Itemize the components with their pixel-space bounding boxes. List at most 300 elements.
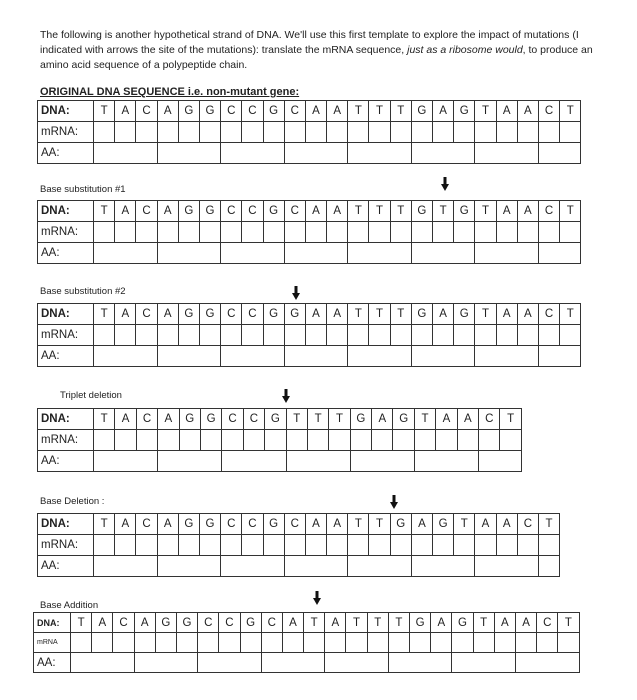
amino-acid-answer-cell[interactable] — [411, 143, 475, 164]
mrna-answer-cell[interactable] — [113, 633, 134, 653]
mrna-answer-cell[interactable] — [346, 633, 367, 653]
mrna-answer-cell[interactable] — [475, 535, 496, 556]
instructions-part-2: , to produce an amino acid sequence of a polypeptide chain. — [40, 44, 593, 71]
mrna-answer-cell[interactable] — [433, 325, 454, 346]
dna-base-cell: G — [199, 304, 220, 325]
dna-base-cell: A — [411, 514, 432, 535]
mrna-answer-cell[interactable] — [94, 325, 115, 346]
dna-base-cell: A — [157, 304, 178, 325]
mrna-answer-cell[interactable] — [411, 122, 432, 143]
dna-row — [38, 201, 581, 222]
dna-base-cell: C — [242, 514, 263, 535]
mrna-answer-cell[interactable] — [221, 222, 242, 243]
mrna-answer-cell[interactable] — [454, 325, 475, 346]
amino-acid-answer-cell[interactable] — [157, 556, 221, 577]
amino-acid-answer-cell[interactable] — [221, 346, 285, 367]
amino-acid-answer-cell[interactable] — [475, 556, 539, 577]
mrna-answer-cell[interactable] — [157, 325, 178, 346]
mrna-answer-cell[interactable] — [390, 222, 411, 243]
dna-base-cell: G — [263, 201, 284, 222]
mrna-answer-cell[interactable] — [475, 122, 496, 143]
dna-base-cell: A — [157, 514, 178, 535]
dna-row — [34, 613, 580, 633]
mrna-answer-cell[interactable] — [94, 535, 115, 556]
amino-acid-answer-cell[interactable] — [198, 653, 262, 673]
mrna-answer-cell[interactable] — [155, 633, 176, 653]
aa-row — [38, 243, 581, 264]
mrna-answer-cell[interactable] — [517, 325, 538, 346]
mrna-answer-cell[interactable] — [284, 222, 305, 243]
dna-row — [38, 514, 560, 535]
mrna-row — [38, 122, 581, 143]
mrna-answer-cell[interactable] — [325, 633, 346, 653]
dna-base-cell: T — [390, 304, 411, 325]
dna-row — [38, 101, 581, 122]
mrna-answer-cell[interactable] — [305, 325, 326, 346]
dna-base-cell: T — [346, 613, 367, 633]
mrna-answer-cell[interactable] — [92, 633, 113, 653]
mrna-answer-cell[interactable] — [305, 222, 326, 243]
dna-base-cell: A — [305, 201, 326, 222]
dna-base-cell: G — [411, 201, 432, 222]
mrna-answer-cell[interactable] — [494, 633, 515, 653]
mrna-answer-cell[interactable] — [372, 430, 393, 451]
mrna-answer-cell[interactable] — [560, 222, 581, 243]
mrna-answer-cell[interactable] — [537, 633, 558, 653]
mrna-answer-cell[interactable] — [94, 430, 115, 451]
dna-base-cell: T — [94, 101, 115, 122]
dna-base-cell: A — [157, 201, 178, 222]
mrna-row-label: mRNA — [34, 633, 71, 653]
dna-base-cell: G — [263, 101, 284, 122]
mrna-answer-cell[interactable] — [517, 535, 538, 556]
amino-acid-answer-cell[interactable] — [94, 243, 158, 264]
dna-base-cell: A — [327, 101, 348, 122]
mrna-answer-cell[interactable] — [388, 633, 409, 653]
dna-base-cell: C — [517, 514, 538, 535]
dna-base-cell: C — [113, 613, 134, 633]
mrna-answer-cell[interactable] — [242, 535, 263, 556]
mrna-answer-cell[interactable] — [473, 633, 494, 653]
mrna-answer-cell[interactable] — [221, 535, 242, 556]
mrna-answer-cell[interactable] — [263, 535, 284, 556]
dna-base-cell: T — [475, 201, 496, 222]
mrna-answer-cell[interactable] — [500, 430, 521, 451]
mrna-answer-cell[interactable] — [242, 222, 263, 243]
dna-base-cell: A — [92, 613, 113, 633]
mrna-answer-cell[interactable] — [560, 122, 581, 143]
amino-acid-answer-cell[interactable] — [94, 451, 158, 472]
mrna-answer-cell[interactable] — [157, 535, 178, 556]
amino-acid-answer-cell[interactable] — [538, 556, 559, 577]
mrna-answer-cell[interactable] — [436, 430, 457, 451]
dna-row-label: DNA: — [38, 201, 94, 222]
mrna-answer-cell[interactable] — [369, 222, 390, 243]
dna-base-cell: C — [221, 304, 242, 325]
mutation-arrow-icon — [441, 177, 449, 191]
instructions-italic: just as a ribosome would — [407, 44, 523, 56]
mrna-answer-cell[interactable] — [305, 535, 326, 556]
mrna-answer-cell[interactable] — [136, 430, 157, 451]
mrna-answer-cell[interactable] — [538, 122, 559, 143]
amino-acid-answer-cell[interactable] — [325, 653, 389, 673]
amino-acid-answer-cell[interactable] — [452, 653, 516, 673]
mrna-answer-cell[interactable] — [284, 122, 305, 143]
dna-base-cell: A — [496, 304, 517, 325]
base-addition-title: Base Addition — [40, 600, 99, 611]
amino-acid-answer-cell[interactable] — [286, 451, 350, 472]
mrna-answer-cell[interactable] — [178, 222, 199, 243]
aa-row — [38, 346, 581, 367]
dna-base-cell: G — [454, 101, 475, 122]
dna-base-cell: T — [390, 101, 411, 122]
base-addition-table — [33, 612, 580, 673]
mrna-answer-cell[interactable] — [454, 122, 475, 143]
dna-base-cell: A — [433, 101, 454, 122]
dna-base-cell: A — [517, 304, 538, 325]
dna-base-cell: G — [179, 409, 200, 430]
dna-base-cell: T — [307, 409, 328, 430]
dna-base-cell: T — [558, 613, 579, 633]
mrna-answer-cell[interactable] — [199, 325, 220, 346]
dna-base-cell: T — [475, 304, 496, 325]
mrna-answer-cell[interactable] — [265, 430, 286, 451]
dna-base-cell: G — [265, 409, 286, 430]
aa-row-label: AA: — [38, 451, 94, 472]
mrna-answer-cell[interactable] — [517, 122, 538, 143]
mrna-row — [34, 633, 580, 653]
dna-base-cell: T — [414, 409, 435, 430]
mrna-answer-cell[interactable] — [433, 122, 454, 143]
mrna-answer-cell[interactable] — [286, 430, 307, 451]
amino-acid-answer-cell[interactable] — [475, 243, 539, 264]
dna-base-cell: A — [305, 101, 326, 122]
dna-base-cell: G — [178, 201, 199, 222]
dna-base-cell: G — [199, 101, 220, 122]
mrna-answer-cell[interactable] — [115, 122, 136, 143]
mrna-row — [38, 535, 560, 556]
mrna-answer-cell[interactable] — [496, 325, 517, 346]
amino-acid-answer-cell[interactable] — [284, 556, 348, 577]
dna-base-cell: G — [155, 613, 176, 633]
mrna-answer-cell[interactable] — [94, 122, 115, 143]
mrna-answer-cell[interactable] — [136, 122, 157, 143]
base-deletion-title: Base Deletion : — [40, 496, 105, 507]
amino-acid-answer-cell[interactable] — [348, 143, 412, 164]
dna-base-cell: A — [327, 514, 348, 535]
dna-base-cell: T — [94, 304, 115, 325]
mrna-answer-cell[interactable] — [136, 222, 157, 243]
mrna-answer-cell[interactable] — [475, 222, 496, 243]
amino-acid-answer-cell[interactable] — [515, 653, 579, 673]
mrna-answer-cell[interactable] — [390, 325, 411, 346]
amino-acid-answer-cell[interactable] — [411, 556, 475, 577]
dna-base-cell: C — [284, 514, 305, 535]
amino-acid-answer-cell[interactable] — [350, 451, 414, 472]
dna-base-cell: C — [479, 409, 500, 430]
mrna-answer-cell[interactable] — [305, 122, 326, 143]
amino-acid-answer-cell[interactable] — [158, 451, 222, 472]
amino-acid-answer-cell[interactable] — [221, 243, 285, 264]
mrna-answer-cell[interactable] — [538, 535, 559, 556]
dna-base-cell: A — [305, 514, 326, 535]
mrna-answer-cell[interactable] — [393, 430, 414, 451]
dna-base-cell: C — [284, 101, 305, 122]
amino-acid-answer-cell[interactable] — [221, 556, 285, 577]
mrna-answer-cell[interactable] — [199, 535, 220, 556]
mrna-answer-cell[interactable] — [433, 535, 454, 556]
amino-acid-answer-cell[interactable] — [134, 653, 198, 673]
mrna-answer-cell[interactable] — [157, 222, 178, 243]
mrna-answer-cell[interactable] — [433, 222, 454, 243]
mrna-answer-cell[interactable] — [538, 325, 559, 346]
amino-acid-answer-cell[interactable] — [157, 346, 221, 367]
dna-base-cell: A — [282, 613, 303, 633]
mrna-answer-cell[interactable] — [411, 325, 432, 346]
mrna-answer-cell[interactable] — [327, 325, 348, 346]
amino-acid-answer-cell[interactable] — [348, 346, 412, 367]
dna-base-cell: G — [240, 613, 261, 633]
dna-base-cell: T — [369, 101, 390, 122]
mrna-answer-cell[interactable] — [479, 430, 500, 451]
mrna-answer-cell[interactable] — [327, 222, 348, 243]
dna-base-cell: C — [221, 101, 242, 122]
dna-base-cell: T — [348, 514, 369, 535]
mrna-answer-cell[interactable] — [200, 430, 221, 451]
dna-row-label: DNA: — [38, 514, 94, 535]
mrna-answer-cell[interactable] — [496, 535, 517, 556]
dna-row — [38, 409, 522, 430]
mrna-answer-cell[interactable] — [457, 430, 478, 451]
amino-acid-answer-cell[interactable] — [157, 243, 221, 264]
amino-acid-answer-cell[interactable] — [284, 243, 348, 264]
dna-base-cell: G — [263, 304, 284, 325]
mrna-answer-cell[interactable] — [261, 633, 282, 653]
dna-base-cell: C — [284, 201, 305, 222]
dna-base-cell: C — [136, 101, 157, 122]
mrna-answer-cell[interactable] — [411, 535, 432, 556]
mrna-answer-cell[interactable] — [115, 535, 136, 556]
mrna-answer-cell[interactable] — [242, 325, 263, 346]
amino-acid-answer-cell[interactable] — [71, 653, 135, 673]
mrna-answer-cell[interactable] — [199, 122, 220, 143]
mrna-answer-cell[interactable] — [517, 222, 538, 243]
mrna-answer-cell[interactable] — [219, 633, 240, 653]
dna-base-cell: G — [178, 514, 199, 535]
dna-base-cell: T — [369, 514, 390, 535]
mrna-row-label: mRNA: — [38, 122, 94, 143]
dna-base-cell: C — [136, 514, 157, 535]
mrna-answer-cell[interactable] — [240, 633, 261, 653]
mrna-answer-cell[interactable] — [263, 122, 284, 143]
instructions-part-1: The following is another hypothetical strand of DNA. We'll use this first template to explore the impact of mutations (I indicated with arrows the site of the mutations): translate the mRNA sequence, — [40, 29, 579, 56]
dna-base-cell: C — [538, 304, 559, 325]
mrna-answer-cell[interactable] — [222, 430, 243, 451]
amino-acid-answer-cell[interactable] — [94, 346, 158, 367]
amino-acid-answer-cell[interactable] — [157, 143, 221, 164]
dna-base-cell: G — [176, 613, 197, 633]
dna-base-cell: C — [242, 101, 263, 122]
mrna-answer-cell[interactable] — [348, 122, 369, 143]
mrna-answer-cell[interactable] — [369, 325, 390, 346]
amino-acid-answer-cell[interactable] — [475, 346, 539, 367]
mrna-answer-cell[interactable] — [560, 325, 581, 346]
mrna-answer-cell[interactable] — [327, 122, 348, 143]
dna-base-cell: T — [473, 613, 494, 633]
mrna-answer-cell[interactable] — [390, 122, 411, 143]
base-substitution-1-table — [37, 200, 581, 264]
mrna-answer-cell[interactable] — [369, 535, 390, 556]
mrna-answer-cell[interactable] — [538, 222, 559, 243]
dna-base-cell: C — [537, 613, 558, 633]
mrna-answer-cell[interactable] — [178, 535, 199, 556]
mrna-answer-cell[interactable] — [348, 535, 369, 556]
mrna-row-label: mRNA: — [38, 430, 94, 451]
mrna-answer-cell[interactable] — [558, 633, 579, 653]
mrna-answer-cell[interactable] — [304, 633, 325, 653]
mrna-answer-cell[interactable] — [282, 633, 303, 653]
mrna-answer-cell[interactable] — [348, 325, 369, 346]
dna-base-cell: C — [261, 613, 282, 633]
mrna-answer-cell[interactable] — [157, 122, 178, 143]
mrna-answer-cell[interactable] — [367, 633, 388, 653]
dna-base-cell: G — [199, 514, 220, 535]
mrna-answer-cell[interactable] — [115, 222, 136, 243]
amino-acid-answer-cell[interactable] — [94, 556, 158, 577]
dna-base-cell: T — [500, 409, 521, 430]
dna-base-cell: C — [219, 613, 240, 633]
mrna-row-label: mRNA: — [38, 325, 94, 346]
mrna-answer-cell[interactable] — [94, 222, 115, 243]
dna-base-cell: G — [200, 409, 221, 430]
mrna-answer-cell[interactable] — [431, 633, 452, 653]
mrna-answer-cell[interactable] — [243, 430, 264, 451]
amino-acid-answer-cell[interactable] — [284, 346, 348, 367]
amino-acid-answer-cell[interactable] — [475, 143, 539, 164]
dna-base-cell: A — [496, 101, 517, 122]
dna-base-cell: T — [433, 201, 454, 222]
mrna-answer-cell[interactable] — [327, 535, 348, 556]
amino-acid-answer-cell[interactable] — [414, 451, 478, 472]
mrna-answer-cell[interactable] — [115, 430, 136, 451]
base-deletion-table — [37, 513, 560, 577]
amino-acid-answer-cell[interactable] — [348, 243, 412, 264]
mrna-answer-cell[interactable] — [221, 122, 242, 143]
aa-row-label: AA: — [38, 556, 94, 577]
dna-base-cell: T — [369, 201, 390, 222]
dna-base-cell: A — [115, 101, 136, 122]
mrna-answer-cell[interactable] — [198, 633, 219, 653]
mrna-answer-cell[interactable] — [263, 325, 284, 346]
dna-base-cell: T — [94, 514, 115, 535]
dna-base-cell: T — [475, 101, 496, 122]
dna-base-cell: A — [433, 304, 454, 325]
dna-base-cell: C — [242, 304, 263, 325]
mrna-answer-cell[interactable] — [454, 535, 475, 556]
mrna-answer-cell[interactable] — [242, 122, 263, 143]
mrna-answer-cell[interactable] — [284, 325, 305, 346]
mrna-answer-cell[interactable] — [410, 633, 431, 653]
mrna-answer-cell[interactable] — [263, 222, 284, 243]
mrna-answer-cell[interactable] — [136, 535, 157, 556]
mrna-answer-cell[interactable] — [71, 633, 92, 653]
amino-acid-answer-cell[interactable] — [388, 653, 452, 673]
mrna-answer-cell[interactable] — [178, 325, 199, 346]
amino-acid-answer-cell[interactable] — [221, 143, 285, 164]
mutation-arrow-icon — [390, 495, 398, 509]
amino-acid-answer-cell[interactable] — [479, 451, 522, 472]
mrna-answer-cell[interactable] — [496, 122, 517, 143]
amino-acid-answer-cell[interactable] — [538, 143, 580, 164]
dna-base-cell: A — [517, 101, 538, 122]
mrna-answer-cell[interactable] — [411, 222, 432, 243]
mrna-answer-cell[interactable] — [221, 325, 242, 346]
dna-base-cell: T — [304, 613, 325, 633]
mrna-answer-cell[interactable] — [496, 222, 517, 243]
mrna-answer-cell[interactable] — [350, 430, 371, 451]
dna-base-cell: G — [411, 304, 432, 325]
amino-acid-answer-cell[interactable] — [94, 143, 158, 164]
mrna-answer-cell[interactable] — [134, 633, 155, 653]
dna-base-cell: A — [115, 201, 136, 222]
dna-base-cell: T — [560, 304, 581, 325]
aa-row — [38, 451, 522, 472]
mrna-answer-cell[interactable] — [475, 325, 496, 346]
dna-base-cell: G — [393, 409, 414, 430]
mrna-answer-cell[interactable] — [284, 535, 305, 556]
mrna-answer-cell[interactable] — [199, 222, 220, 243]
mrna-answer-cell[interactable] — [348, 222, 369, 243]
dna-base-cell: T — [286, 409, 307, 430]
mrna-row-label: mRNA: — [38, 222, 94, 243]
mrna-answer-cell[interactable] — [454, 222, 475, 243]
amino-acid-answer-cell[interactable] — [261, 653, 325, 673]
mrna-answer-cell[interactable] — [136, 325, 157, 346]
amino-acid-answer-cell[interactable] — [284, 143, 348, 164]
dna-base-cell: T — [94, 409, 115, 430]
aa-row — [38, 556, 560, 577]
aa-row — [38, 143, 581, 164]
aa-row-label: AA: — [38, 243, 94, 264]
amino-acid-answer-cell[interactable] — [538, 243, 580, 264]
mrna-answer-cell[interactable] — [329, 430, 350, 451]
mrna-answer-cell[interactable] — [414, 430, 435, 451]
amino-acid-answer-cell[interactable] — [222, 451, 286, 472]
dna-base-cell: C — [538, 201, 559, 222]
mrna-answer-cell[interactable] — [515, 633, 536, 653]
mrna-answer-cell[interactable] — [452, 633, 473, 653]
amino-acid-answer-cell[interactable] — [411, 346, 475, 367]
dna-base-cell: C — [221, 514, 242, 535]
mrna-answer-cell[interactable] — [115, 325, 136, 346]
mrna-answer-cell[interactable] — [158, 430, 179, 451]
mrna-answer-cell[interactable] — [307, 430, 328, 451]
mrna-answer-cell[interactable] — [390, 535, 411, 556]
dna-base-cell: A — [305, 304, 326, 325]
mutation-arrow-icon — [282, 389, 290, 403]
mrna-answer-cell[interactable] — [178, 122, 199, 143]
dna-base-cell: A — [496, 201, 517, 222]
mrna-answer-cell[interactable] — [176, 633, 197, 653]
amino-acid-answer-cell[interactable] — [348, 556, 412, 577]
dna-base-cell: A — [517, 201, 538, 222]
base-substitution-1-title: Base substitution #1 — [40, 184, 126, 195]
mrna-row — [38, 325, 581, 346]
mrna-answer-cell[interactable] — [369, 122, 390, 143]
amino-acid-answer-cell[interactable] — [411, 243, 475, 264]
mrna-answer-cell[interactable] — [179, 430, 200, 451]
amino-acid-answer-cell[interactable] — [538, 346, 580, 367]
